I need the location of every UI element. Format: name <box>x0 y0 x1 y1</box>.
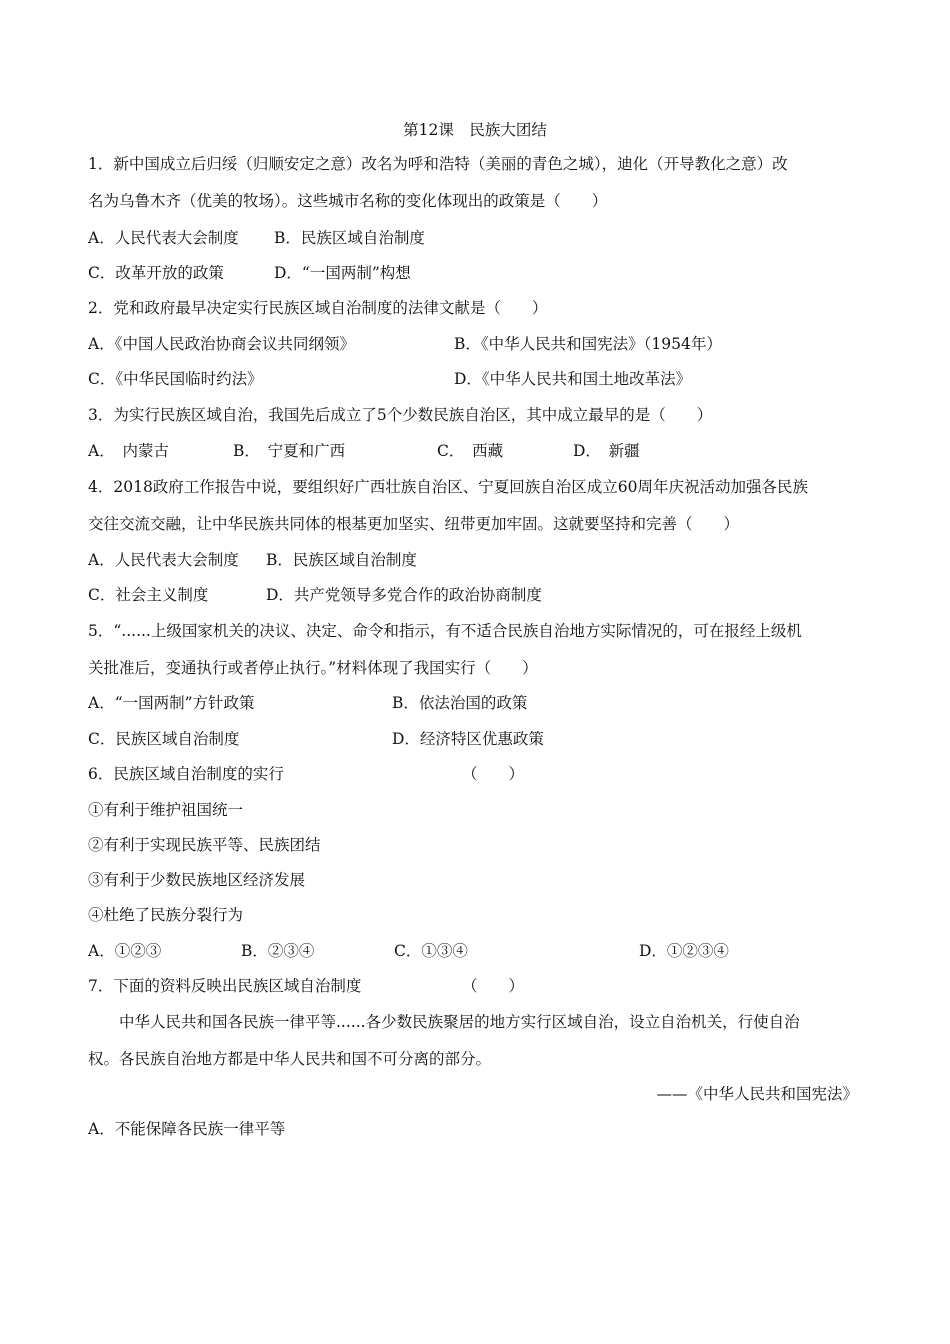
q2-option-c: C．《中华民国临时约法》 <box>88 370 263 388</box>
q7-quote-line1: 中华人民共和国各民族一律平等......各少数民族聚居的地方实行区域自治，设立自治机关，行使自治 <box>119 1013 800 1031</box>
q1-stem-line2: 名为乌鲁木齐（优美的牧场）。这些城市名称的变化体现出的政策是（ ） <box>88 192 608 210</box>
q3-option-d: D． 新疆 <box>573 442 640 460</box>
q4-option-c: C．社会主义制度 <box>88 586 209 604</box>
page-title: 第12课 民族大团结 <box>403 121 547 139</box>
q3-option-a: A． 内蒙古 <box>88 442 169 460</box>
q6-item-3: ③有利于少数民族地区经济发展 <box>88 871 306 889</box>
q3-stem: 3．为实行民族区域自治，我国先后成立了5个少数民族自治区，其中成立最早的是（ ） <box>88 406 713 424</box>
q7-option-a: A．不能保障各民族一律平等 <box>88 1120 286 1138</box>
q7-answer-blank: （ ） <box>462 977 525 995</box>
q5-option-b: B．依法治国的政策 <box>392 694 528 712</box>
q6-answer-blank: （ ） <box>462 765 525 783</box>
q2-option-d: D．《中华人民共和国土地改革法》 <box>454 370 692 388</box>
q6-option-a: A．①②③ <box>88 942 162 960</box>
q7-quote-line2: 权。各民族自治地方都是中华人民共和国不可分离的部分。 <box>88 1050 492 1068</box>
q7-stem: 7．下面的资料反映出民族区域自治制度 <box>88 977 362 995</box>
q5-option-d: D．经济特区优惠政策 <box>392 730 544 748</box>
q4-option-d: D．共产党领导多党合作的政治协商制度 <box>266 586 542 604</box>
q6-item-1: ①有利于维护祖国统一 <box>88 801 244 819</box>
q6-option-c: C．①③④ <box>394 942 468 960</box>
q6-option-b: B．②③④ <box>241 942 315 960</box>
q3-option-b: B． 宁夏和广西 <box>233 442 346 460</box>
q4-stem-line1: 4．2018政府工作报告中说，要组织好广西壮族自治区、宁夏回族自治区成立60周年庆祝活动加强各民族 <box>88 478 809 496</box>
q4-option-a: A．人民代表大会制度 <box>88 551 239 569</box>
q1-stem-line1: 1．新中国成立后归绥（归顺安定之意）改名为呼和浩特（美丽的青色之城），迪化（开导教化之意）改 <box>88 155 788 173</box>
q5-option-a: A．“一国两制”方针政策 <box>88 694 255 712</box>
q3-option-c: C． 西藏 <box>437 442 504 460</box>
q6-option-d: D．①②③④ <box>639 942 729 960</box>
q2-option-b: B．《中华人民共和国宪法》（1954年） <box>454 335 722 353</box>
q5-stem-line1: 5．“......上级国家机关的决议、决定、命令和指示，有不适合民族自治地方实际情况的，可在报经上级机 <box>88 622 802 640</box>
q6-item-4: ④杜绝了民族分裂行为 <box>88 906 244 924</box>
q4-option-b: B．民族区域自治制度 <box>266 551 417 569</box>
q6-item-2: ②有利于实现民族平等、民族团结 <box>88 836 321 854</box>
q1-option-a: A．人民代表大会制度 <box>88 229 239 247</box>
q1-option-d: D．“一国两制”构想 <box>274 264 411 282</box>
q1-option-c: C．改革开放的政策 <box>88 264 224 282</box>
q5-stem-line2: 关批准后，变通执行或者停止执行。”材料体现了我国实行（ ） <box>88 659 538 677</box>
q5-option-c: C．民族区域自治制度 <box>88 730 240 748</box>
q2-stem: 2．党和政府最早决定实行民族区域自治制度的法律文献是（ ） <box>88 299 548 317</box>
q6-stem: 6．民族区域自治制度的实行 <box>88 765 284 783</box>
q4-stem-line2: 交往交流交融，让中华民族共同体的根基更加坚实、纽带更加牢固。这就要坚持和完善（ ） <box>88 515 740 533</box>
q2-option-a: A．《中国人民政治协商会议共同纲领》 <box>88 335 355 353</box>
q1-option-b: B．民族区域自治制度 <box>274 229 425 247</box>
q7-quote-source: ——《中华人民共和国宪法》 <box>656 1085 858 1103</box>
